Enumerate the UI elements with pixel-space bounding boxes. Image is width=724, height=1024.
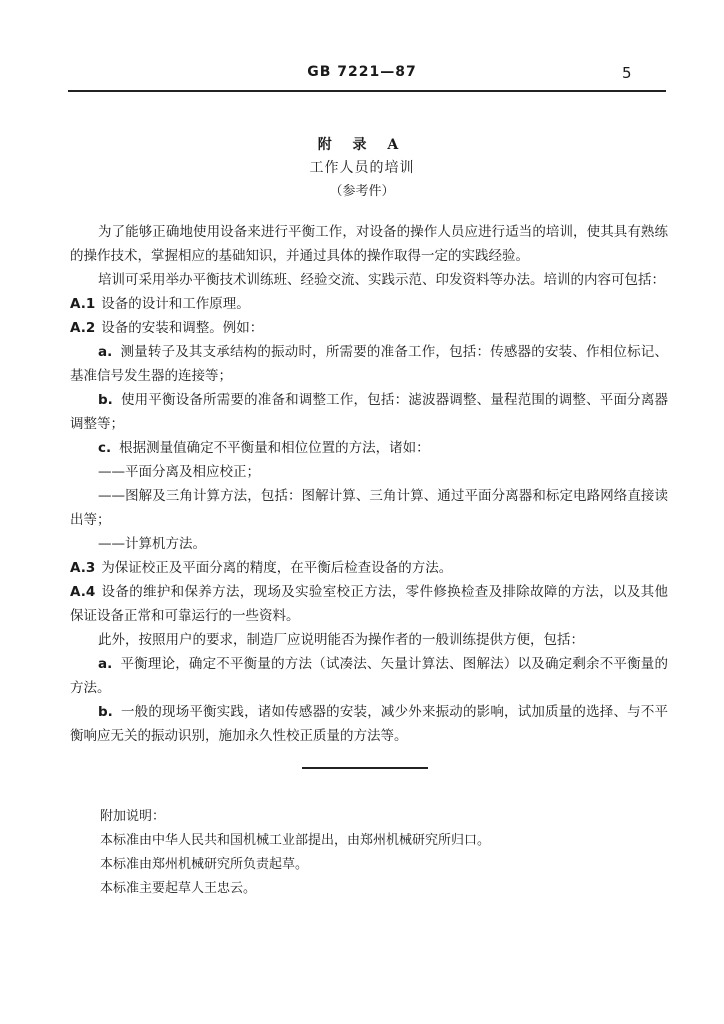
notes-line: 本标准由中华人民共和国机械工业部提出，由郑州机械研究所归口。 — [100, 833, 491, 848]
appendix-subtitle: 工作人员的培训 — [309, 160, 415, 176]
section-label: A.2 — [70, 320, 96, 336]
appendix-title: 附 录 A — [317, 137, 407, 153]
section-text: 设备的设计和工作原理。 — [101, 296, 250, 312]
item-text: 使用平衡设备所需要的准备和调整工作，包括：滤波器调整、量程范围的调整、平面分离器调整等； — [70, 392, 668, 432]
extra-paragraph: 此外，按照用户的要求，制造厂应说明能否为操作者的一般训练提供方便，包括： — [98, 632, 584, 648]
standard-code: GB 7221—87 — [307, 64, 417, 80]
page-number: 5 — [622, 64, 632, 82]
list-item — [70, 340, 668, 388]
section-label: A.3 — [70, 560, 96, 576]
section-text: 设备的安装和调整。例如： — [101, 320, 264, 336]
header-rule — [68, 90, 666, 92]
item-label: b. — [98, 704, 113, 720]
intro-paragraph-1: 为了能够正确地使用设备来进行平衡工作，对设备的操作人员应进行适当的培训，使其具有熟练的操作技术，掌握相应的基础知识，并通过具体的操作取得一定的实践经验。 — [70, 224, 668, 264]
appendix-note: （参考件） — [329, 184, 395, 199]
list-item — [70, 700, 668, 748]
item-text: 一般的现场平衡实践，诸如传感器的安装，减少外来振动的影响，试加质量的选择、与不平衡响应无关的振动识别，施加永久性校正质量的方法等。 — [70, 704, 668, 744]
item-label: b. — [98, 392, 113, 408]
section-label: A.1 — [70, 296, 96, 312]
section-text: 设备的维护和保养方法，现场及实验室校正方法，零件修换检查及排除故障的方法，以及其他保证设备正常和可靠运行的一些资料。 — [70, 584, 668, 624]
intro-paragraph-2: 培训可采用举办平衡技术训练班、经验交流、实践示范、印发资料等办法。培训的内容可包括： — [98, 272, 665, 288]
section-a4 — [70, 580, 668, 628]
notes-line: 本标准由郑州机械研究所负责起草。 — [100, 857, 309, 872]
section-a1 — [70, 292, 668, 316]
dash-item: ——图解及三角计算方法，包括：图解计算、三角计算、通过平面分离器和标定电路网络直接读出等； — [70, 488, 668, 528]
section-label: A.4 — [70, 584, 96, 600]
item-text: 根据测量值确定不平衡量和相位位置的方法，诸如： — [119, 440, 430, 456]
notes-line: 本标准主要起草人王忠云。 — [100, 881, 257, 896]
list-item — [70, 388, 668, 436]
item-label: a. — [98, 656, 113, 672]
appendix-body — [70, 220, 668, 748]
item-label: c. — [98, 440, 112, 456]
item-text: 测量转子及其支承结构的振动时，所需要的准备工作，包括：传感器的安装、作相位标记、基准信号发生器的连接等； — [70, 344, 668, 384]
list-item — [70, 652, 668, 700]
notes-heading: 附加说明： — [100, 809, 166, 824]
footer-rule — [302, 767, 428, 769]
list-item — [70, 436, 668, 460]
item-text: 平衡理论，确定不平衡量的方法（试凑法、矢量计算法、图解法）以及确定剩余不平衡量的方法。 — [70, 656, 668, 696]
dash-item: ——平面分离及相应校正； — [98, 464, 260, 480]
additional-notes — [100, 805, 660, 901]
section-a2 — [70, 316, 668, 340]
item-label: a. — [98, 344, 113, 360]
section-a3 — [70, 556, 668, 580]
section-text: 为保证校正及平面分离的精度，在平衡后检查设备的方法。 — [101, 560, 453, 576]
dash-item: ——计算机方法。 — [98, 536, 206, 552]
